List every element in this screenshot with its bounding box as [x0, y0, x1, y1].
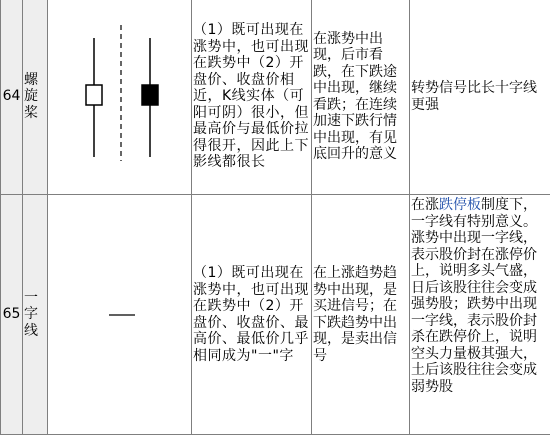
row-number: 64: [1, 0, 23, 195]
table-row: [1, 0, 550, 195]
pattern-signal: [410, 195, 550, 435]
one-line-diagram: [49, 196, 192, 434]
pattern-diagram: [48, 0, 192, 195]
limit-down-link[interactable]: 跌停板: [439, 197, 481, 213]
spinning-top-diagram: [49, 0, 192, 194]
white-candle-body: [86, 85, 102, 105]
pattern-description: （1）既可出现在涨势中，也可出现在跌势中（2）开盘价、收盘价、最高价、最低价几乎相同成为"一"字: [192, 195, 312, 435]
row-number: 65: [1, 195, 23, 435]
pattern-diagram: [48, 195, 192, 435]
pattern-description: （1）既可出现在涨势中，也可出现在跌势中（2）开盘价、收盘价相近，K线实体（可阳可阴）很小，但最高价与最低价拉得很开，因此上下影线都很长: [192, 0, 312, 195]
signal-text-post: 制度下，一字线有特别意义。涨势中出现一字线，表示股价封在涨停价上，说明多头气盛，日后该股往往会变成强势股；跌势中出现一字线，表示股价封杀在跌停价上，说明空头力量极其强大，土后该股往往会变成弱势股: [411, 197, 537, 395]
pattern-meaning: 在涨势中出现，后市看跌，在下跌途中出现，继续看跌；在连续加速下跌行情中出现，有见底回升的意义: [312, 0, 410, 195]
pattern-name: [23, 0, 48, 195]
pattern-meaning: 在上涨趋势趋势中出现，是买进信号；在下跌趋势中出现，是卖出信号: [312, 195, 410, 435]
pattern-signal: 转势信号比长十字线更强: [410, 0, 550, 195]
pattern-name-text: 螺旋桨: [24, 72, 46, 122]
pattern-name-text: 一字线: [24, 290, 46, 340]
table-row: [1, 195, 550, 435]
signal-text-pre: 在涨: [411, 197, 439, 213]
pattern-name: [23, 195, 48, 435]
black-candle-body: [142, 85, 158, 105]
